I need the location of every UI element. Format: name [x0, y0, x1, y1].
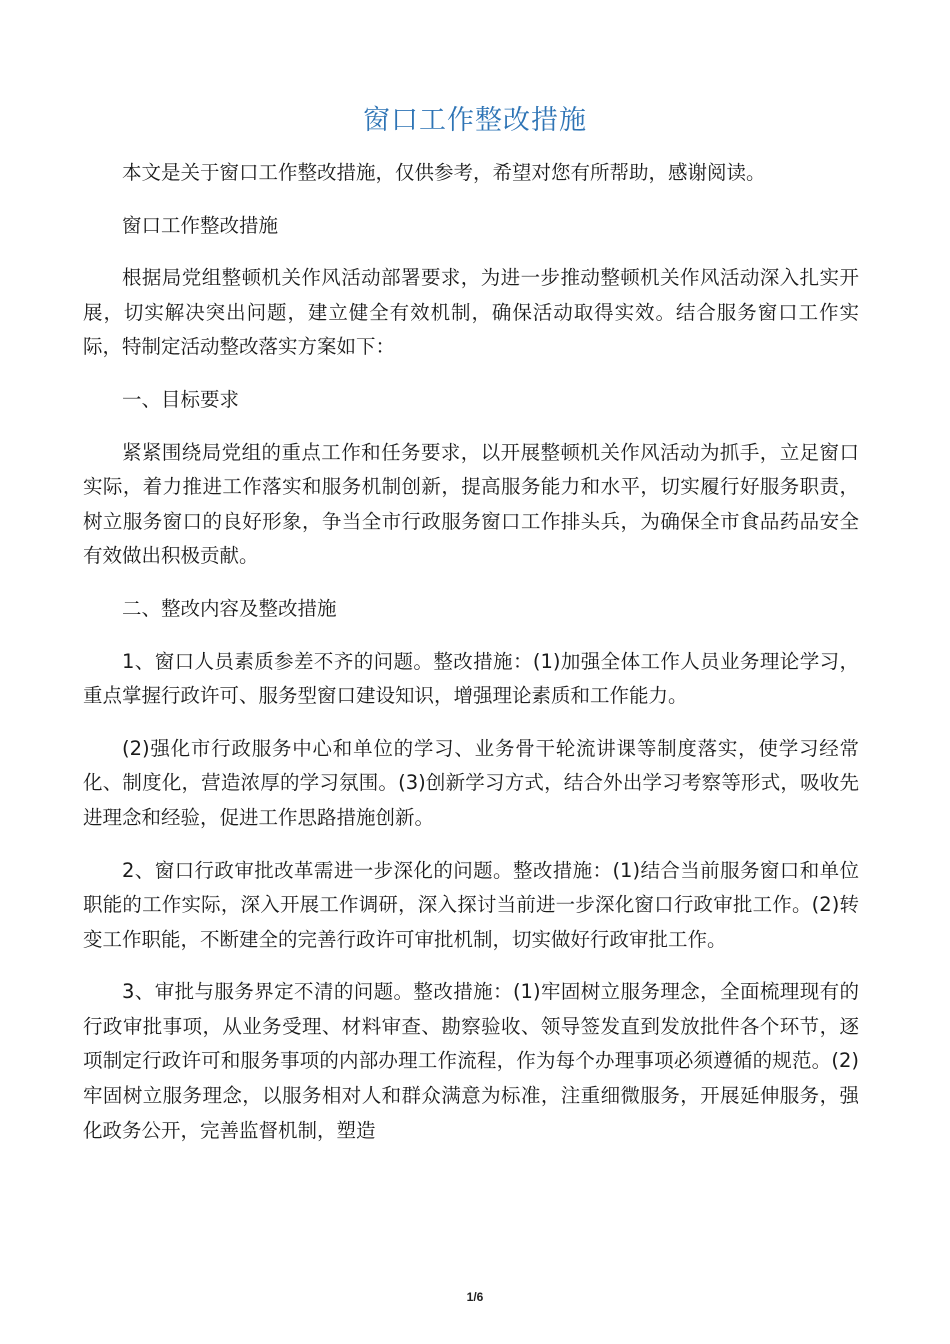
section-heading-measures: 二、整改内容及整改措施: [122, 596, 337, 620]
body-paragraph: (2)强化市行政服务中心和单位的学习、业务骨干轮流讲课等制度落实，使学习经常化、制度化，营造浓厚的学习氛围。(3)创新学习方式，结合外出学习考察等形式，吸收先进理念和经验，促进工作思路措施创新。: [83, 736, 859, 829]
body-paragraph: 根据局党组整顿机关作风活动部署要求，为进一步推动整顿机关作风活动深入扎实开展，切实解决突出问题，建立健全有效机制，确保活动取得实效。结合服务窗口工作实际，特制定活动整改落实方案如下：: [83, 266, 859, 359]
document-title: 窗口工作整改措施: [363, 105, 587, 136]
section-heading-goals: 一、目标要求: [122, 387, 240, 411]
document-body: [83, 156, 859, 1166]
body-paragraph: 3、审批与服务界定不清的问题。整改措施：(1)牢固树立服务理念，全面梳理现有的行政审批事项，从业务受理、材料审查、勘察验收、领导签发直到发放批件各个环节，逐项制定行政许可和服务事项的内部办理工作流程，作为每个办理事项必须遵循的规范。(2)牢固树立服务理念，以服务相对人和群众满意为标准，注重细微服务，开展延伸服务，强化政务公开，完善监督机制，塑造: [83, 980, 859, 1142]
page-number: 1/6: [466, 1290, 484, 1304]
intro-paragraph: 本文是关于窗口工作整改措施，仅供参考，希望对您有所帮助，感谢阅读。: [122, 161, 766, 184]
subtitle-paragraph: 窗口工作整改措施: [122, 213, 279, 237]
body-paragraph: 2、窗口行政审批改革需进一步深化的问题。整改措施：(1)结合当前服务窗口和单位职能的工作实际，深入开展工作调研，深入探讨当前进一步深化窗口行政审批工作。(2)转变工作职能，不断建全的完善行政许可审批机制，切实做好行政审批工作。: [83, 858, 859, 951]
body-paragraph: 紧紧围绕局党组的重点工作和任务要求，以开展整顿机关作风活动为抓手，立足窗口实际，着力推进工作落实和服务机制创新，提高服务能力和水平，切实履行好服务职责，树立服务窗口的良好形象，争当全市行政服务窗口工作排头兵，为确保全市食品药品安全有效做出积极贡献。: [83, 440, 859, 568]
body-paragraph: 1、窗口人员素质参差不齐的问题。整改措施：(1)加强全体工作人员业务理论学习，重点掌握行政许可、服务型窗口建设知识，增强理论素质和工作能力。: [83, 649, 859, 708]
